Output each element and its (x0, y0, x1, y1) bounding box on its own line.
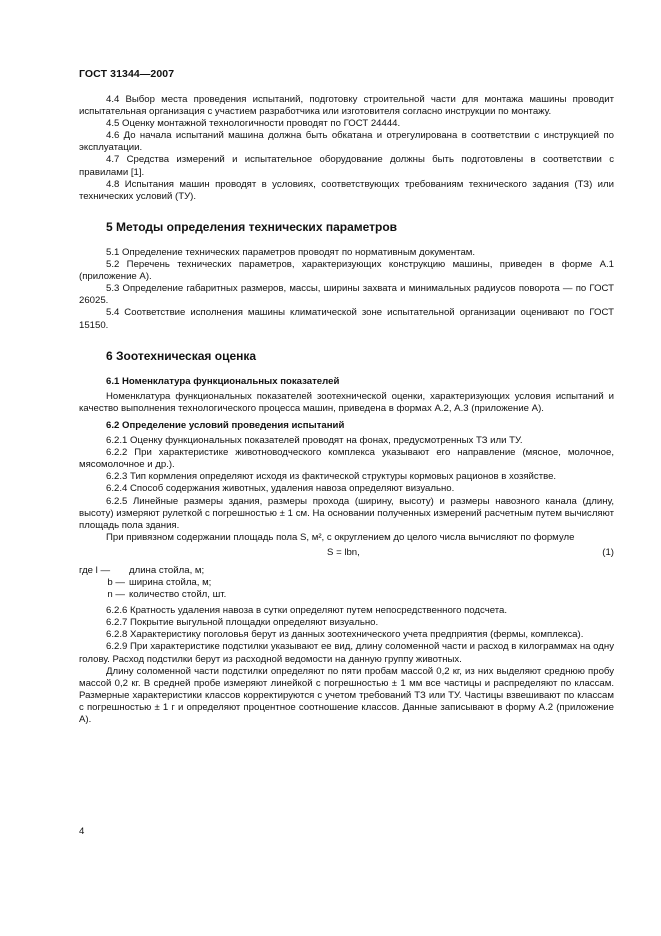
formula-1 (79, 546, 614, 562)
page-number: 4 (79, 826, 85, 837)
legend-text: длина стойла, м; (129, 564, 205, 576)
clause-6-1-text: Номенклатура функциональных показателей зоотехнической оценки, характеризующих условия испытаний и качество выполнения технологического процесса машин, приведена в формах А.2, А.3 (приложение А). (79, 390, 614, 414)
clause-6-2-1: 6.2.1 Оценку функциональных показателей проводят на фонах, предусмотренных ТЗ или ТУ. (106, 435, 523, 447)
clause-5-4: 5.4 Соответствие исполнения машины климатической зоне испытательной организации оценивают по ГОСТ 15150. (79, 307, 614, 331)
legend-label: где l — (79, 564, 111, 576)
legend-label: n — (107, 589, 125, 601)
legend-row (79, 589, 614, 601)
formula-number: (1) (602, 546, 614, 558)
formula-legend (79, 565, 614, 601)
legend-row (79, 577, 614, 589)
legend-label: b — (107, 577, 125, 588)
clause-4-8: 4.8 Испытания машин проводят в условиях, соответствующих требованиям технического задания (ТЗ) или технических условий (ТУ). (79, 178, 614, 202)
clause-6-2-8: 6.2.8 Характеристику поголовья берут из данных зоотехнического учета предприятия (фермы, комплекса). (106, 629, 584, 641)
clause-6-2-2: 6.2.2 При характеристике животноводческого комплекса указывают его направление (мясное, молочное, мясомолочное и др.). (79, 447, 614, 471)
legend-text: количество стойл, шт. (129, 589, 227, 601)
clause-4-4: 4.4 Выбор места проведения испытаний, подготовку строительной части для монтажа машины проводит испытательная организация с участием разработчика или изготовителя согласно инструкции по монтажу. (79, 94, 614, 118)
document-body (79, 94, 614, 726)
clause-6-2-9: 6.2.9 При характеристике подстилки указывают ее вид, длину соломенной части и расход в килограммах на одну голову. Расход подстилки берут из расходной ведомости на данную группу животных. (79, 641, 614, 665)
clause-4-6: 4.6 До начала испытаний машина должна быть обкатана и отрегулирована в соответствии с инструкцией по эксплуатации. (79, 130, 614, 154)
clause-4-7: 4.7 Средства измерений и испытательное оборудование должны быть подготовлены в соответствии с правилами [1]. (79, 154, 614, 178)
standard-header: ГОСТ 31344—2007 (79, 68, 175, 80)
clause-6-2-9-continued: Длину соломенной части подстилки определяют по пяти пробам массой 0,2 кг, из них выделяют среднюю пробу массой 0,2 кг. В средней пробе измеряют линейкой с погрешностью ± 1 мм все частицы и распределяют по классам. Размерные характеристики классов корректируются с учетом требований ТЗ или ТУ. Частицы взвешивают по классам с погрешностью ± 1 г и определяют процентное соотношение классов. Данные записывают в форму А.2 (приложение А). (79, 665, 614, 726)
clause-6-2-7: 6.2.7 Покрытие выгульной площадки определяют визуально. (106, 617, 379, 629)
clause-6-2-3: 6.2.3 Тип кормления определяют исходя из фактической структуры кормовых рационов в хозяйстве. (106, 471, 557, 483)
clause-5-1: 5.1 Определение технических параметров проводят по нормативным документам. (106, 246, 476, 258)
clause-5-2: 5.2 Перечень технических параметров, характеризующих конструкцию машины, приведен в форме А.1 (приложение А). (79, 259, 614, 283)
formula-expression: S = lbn, (327, 546, 360, 558)
formula-intro: При привязном содержании площадь пола S, м², с округлением до целого числа вычисляют по формуле (106, 531, 575, 543)
clause-5-3: 5.3 Определение габаритных размеров, массы, ширины захвата и минимальных радиусов поворота — по ГОСТ 26025. (79, 283, 614, 307)
section-5-title: 5 Методы определения технических параметров (106, 219, 398, 234)
legend-text: ширина стойла, м; (129, 577, 212, 588)
clause-6-2-6: 6.2.6 Кратность удаления навоза в сутки определяют путем непосредственного подсчета. (106, 605, 508, 617)
section-6-title: 6 Зоотехническая оценка (106, 348, 257, 363)
legend-row (79, 565, 614, 577)
subsection-6-1-title: 6.1 Номенклатура функциональных показателей (106, 375, 340, 387)
clause-6-2-5: 6.2.5 Линейные размеры здания, размеры прохода (ширину, высоту) и размеры навозного канала (длину, высоту) измеряют рулеткой с погрешностью ± 1 см. На основании полученных измерений расчетным путем вычисляют площадь пола здания. (79, 495, 614, 531)
subsection-6-2-title: 6.2 Определение условий проведения испытаний (106, 419, 345, 431)
clause-6-2-4: 6.2.4 Способ содержания животных, удаления навоза определяют визуально. (106, 483, 455, 495)
clause-4-5: 4.5 Оценку монтажной технологичности проводят по ГОСТ 24444. (106, 118, 401, 130)
